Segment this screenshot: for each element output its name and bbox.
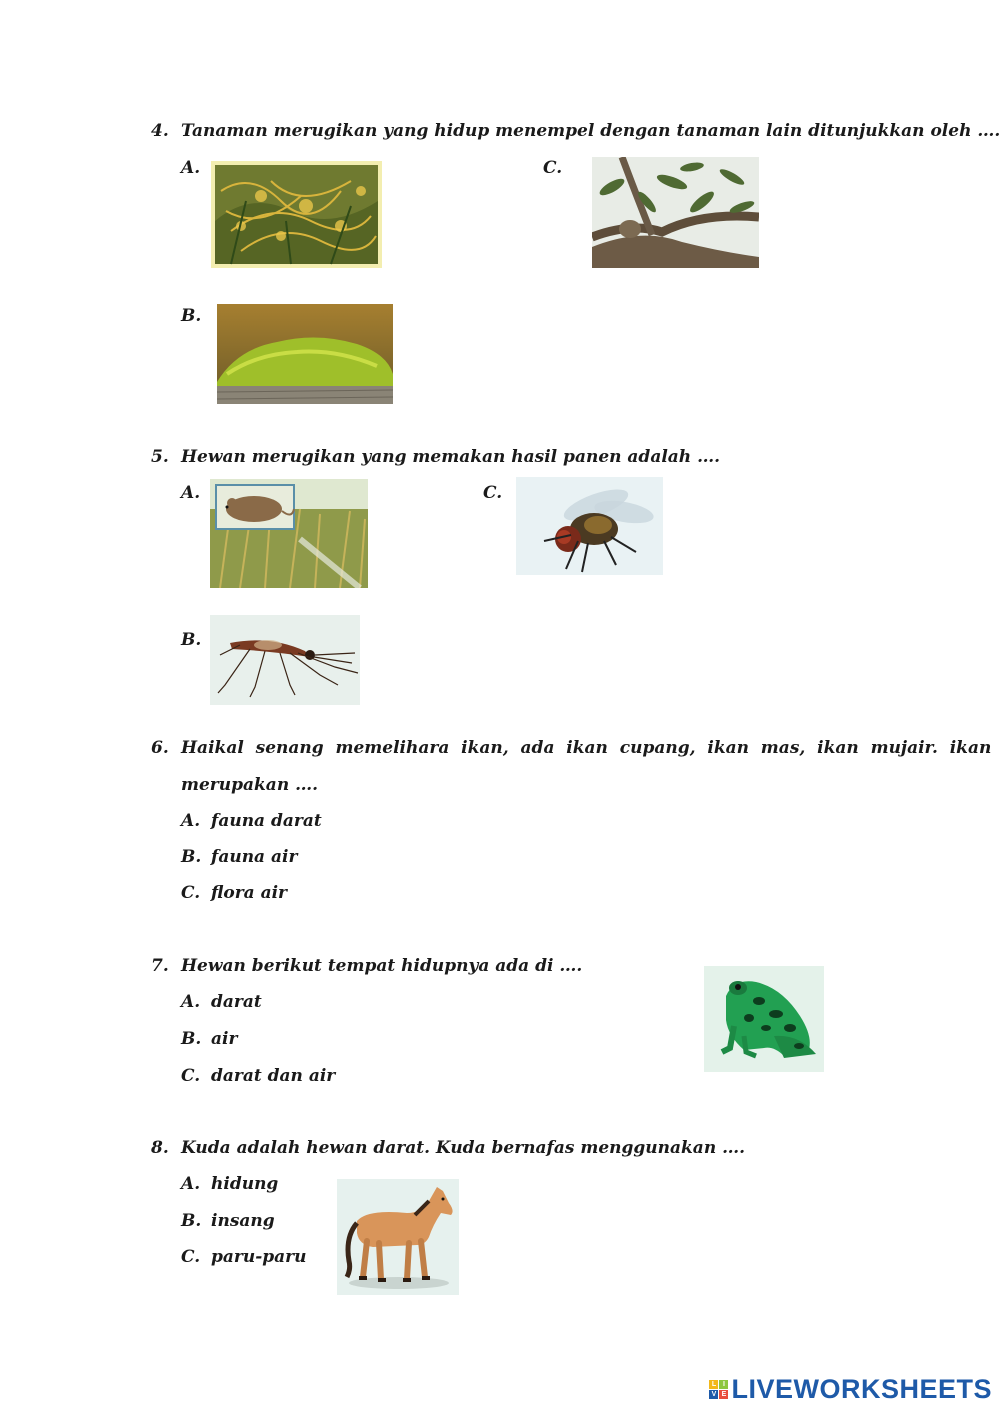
q6-option-a-text[interactable]: fauna darat: [211, 811, 322, 831]
q8-horse-image: [337, 1179, 459, 1295]
q5-option-c-letter[interactable]: C.: [483, 483, 503, 503]
q7-option-b-letter[interactable]: B.: [181, 1029, 202, 1049]
q7-option-b-text[interactable]: air: [211, 1029, 238, 1049]
q8-number: 8.: [151, 1138, 169, 1158]
q8-option-b-letter[interactable]: B.: [181, 1211, 202, 1231]
q7-number: 7.: [151, 956, 169, 976]
q8-option-a-text[interactable]: hidung: [211, 1174, 279, 1194]
q5-option-a-image[interactable]: [210, 479, 368, 588]
q5-option-c-image[interactable]: [516, 477, 663, 575]
q4-number: 4.: [151, 121, 169, 141]
q8-option-b-text[interactable]: insang: [211, 1211, 275, 1231]
q8-question-text: Kuda adalah hewan darat. Kuda bernafas menggunakan ….: [181, 1138, 746, 1158]
q4-option-b-letter[interactable]: B.: [181, 306, 202, 326]
q4-option-b-image[interactable]: [217, 304, 393, 404]
liveworksheets-logo-text: LIVEWORKSHEETS: [731, 1374, 992, 1404]
q4-option-a-letter[interactable]: A.: [181, 158, 201, 178]
q4-option-c-image[interactable]: [592, 157, 759, 268]
q5-option-b-letter[interactable]: B.: [181, 630, 202, 650]
q7-option-c-text[interactable]: darat dan air: [211, 1066, 336, 1086]
liveworksheets-mark-icon: L I V E: [709, 1380, 728, 1399]
q7-option-a-text[interactable]: darat: [211, 992, 262, 1012]
q5-question-text: Hewan merugikan yang memakan hasil panen adalah ….: [181, 447, 721, 467]
q4-option-c-letter[interactable]: C.: [543, 158, 563, 178]
q5-option-a-letter[interactable]: A.: [181, 483, 201, 503]
q6-option-b-letter[interactable]: B.: [181, 847, 202, 867]
liveworksheets-logo[interactable]: [709, 1374, 992, 1405]
q6-option-c-text[interactable]: flora air: [211, 883, 288, 903]
q7-frog-image: [704, 966, 824, 1072]
q6-question-line-2: merupakan ….: [181, 775, 319, 795]
q6-option-b-text[interactable]: fauna air: [211, 847, 298, 867]
q5-option-b-image[interactable]: [210, 615, 360, 705]
q5-number: 5.: [151, 447, 169, 467]
q8-option-a-letter[interactable]: A.: [181, 1174, 201, 1194]
q8-option-c-letter[interactable]: C.: [181, 1247, 201, 1267]
q4-option-a-image[interactable]: [211, 161, 382, 268]
q4-question-text: Tanaman merugikan yang hidup menempel dengan tanaman lain ditunjukkan oleh ….: [181, 121, 1000, 141]
q6-number: 6.: [151, 738, 169, 758]
q6-option-c-letter[interactable]: C.: [181, 883, 201, 903]
q7-option-c-letter[interactable]: C.: [181, 1066, 201, 1086]
q8-option-c-text[interactable]: paru-paru: [211, 1247, 307, 1267]
q6-question-line-1: Haikal senang memelihara ikan, ada ikan cupang, ikan mas, ikan mujair. ikan: [181, 738, 992, 758]
q7-question-text: Hewan berikut tempat hidupnya ada di ….: [181, 956, 583, 976]
q6-option-a-letter[interactable]: A.: [181, 811, 201, 831]
q7-option-a-letter[interactable]: A.: [181, 992, 201, 1012]
